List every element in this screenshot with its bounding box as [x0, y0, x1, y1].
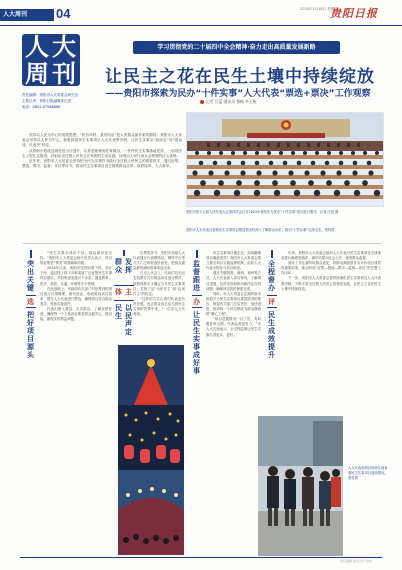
footer-rule — [20, 557, 382, 558]
article-column-4 — [281, 251, 381, 411]
column-paragraph: 通过专题视察、调研、询问等方式，人大代表深入项目现场，了解项目进展，及时发现和推动解决存在的问题，确保项目按时保质完成。 — [206, 271, 261, 291]
masthead-logo: 贵阳日报 — [330, 7, 378, 20]
label-bottom: 以民声定民生 — [114, 304, 133, 337]
section-divider — [22, 243, 382, 244]
column-paragraph: “这样的方式让我们代表更有责任感，也让群众真正参与到民生实事的决策中来。”一位市人大代表说。 — [133, 296, 185, 317]
byline-text: 记者 汪蓝 通讯员 黎畅 李玉彬 — [206, 99, 257, 104]
lead-paragraph: 近年来，贵阳市人大常委会坚持把为民办实事作为践行全过程人民民主的重要抓手，通过征集、票选、票决、监督、评议等环节，推动民生实事项目真正做到群众点单、政府接单、人大督单。 — [22, 159, 182, 169]
column-paragraph: 年终，贵阳市人大常委会组织人大代表对民生实事项目完成情况进行满意度测评，测评结果向社会公开，接受群众监督。 — [281, 251, 381, 261]
inspection-photo — [258, 416, 343, 556]
assembly-hall-photo — [186, 112, 384, 207]
column-paragraph: 代表们深入基层，走访群众，了解民情民意，确保每一个入选项目都是群众最关心、最直接、最现实的利益问题。 — [40, 307, 112, 322]
logo-char: 人 — [25, 32, 49, 61]
column-paragraph: “项目进展情况一目了然，有问题及时反馈，代表监督更有力。”市人大代表表示，全过程监督让民生实事办得更实、更好。 — [206, 317, 261, 337]
label-bar — [271, 250, 273, 258]
column-paragraph: 民生实事项目确定后，如何确保项目落地见效？贵阳市人大常委会建立健全项目实施监督机制，组织人大代表全程参与项目推进。 — [206, 251, 261, 271]
label-bar — [123, 250, 125, 256]
date-line: 2024年1月18日 星期四 — [300, 7, 338, 11]
column-logo — [22, 27, 82, 91]
column-paragraph: 测评工作注重听取群众意见，将群众满意度作为评价项目成效的重要标准，推动形成“征集—票选—票决—监督—评议”的完整工作闭环。 — [281, 261, 381, 276]
column-paragraph: 在此基础上，市政府有关部门对征集到的项目进行归纳梳理、研究论证，形成候选项目清单，提交人大代表进行票选，确保项目符合群众需求、具备实施条件。 — [40, 286, 112, 306]
label-bar — [196, 250, 198, 258]
lead-paragraph: 坚持以人民为中心的发展思想，“民有所呼，我有所应”是人民群众最朴素的期待。贵阳市人大常委会坚持以人民为中心，积极探索民生实事项目人大代表票决制，让民生实事从“政府定”向“群众选、代表决”转变。 — [22, 133, 182, 148]
lead-paragraph: 从背街小巷改造到老旧小区提升，从养老助餐到托育服务，一件件民生实事落地见效，一项项民生工程扎实推进，折射出全过程人民民主在贵阳的生动实践，体现出人民代表大会制度的巨大优势。 — [22, 148, 182, 158]
photo-caption: 贵阳市人大代表在视察民生实事项目推进情况时深入了解群众诉求，推动“十件实事”走深走实。资料图 — [186, 228, 335, 232]
label-bottom: 把好项目源头 — [26, 311, 35, 359]
label-top: 全程督办 — [267, 260, 276, 292]
photo-caption: 贵阳市第十五届人民代表大会第四次会议对2024年贵阳市为民办“十件实事”项目进行票决。记者 汪蓝 摄 — [186, 210, 339, 214]
label-bottom: 民生成效提升 — [267, 311, 276, 359]
label-top: 发挥群众 — [114, 257, 133, 274]
column-label-2 — [115, 250, 132, 340]
top-banner: 学习贯彻党的二十届四中全会精神·奋力走出高质量发展新路 — [133, 41, 340, 54]
label-bar — [30, 250, 32, 258]
column-label-3 — [188, 250, 205, 400]
article-column-2 — [133, 251, 185, 341]
label-top: 监督跟进 — [192, 260, 201, 292]
page-number: 04 — [56, 6, 71, 21]
column-paragraph: 2024年以来，贵阳市坚持问需于民、问计于民，通过线上线下多种渠道广泛征集民生实事项目建议，共收集意见建议千余条，涵盖教育、医疗、养老、交通、环境等多个领域。 — [40, 266, 112, 286]
photo-caption: 人大代表到项目现场实地查看民生实事项目建设情况。资料图 — [348, 466, 388, 480]
label-top: 突出关键 — [26, 260, 35, 292]
byline — [200, 99, 256, 105]
column-paragraph: 在市人代会上，代表们以无记名投票方式对候选项目进行票决，按照得票多少确定当年民生实事项目，实现了从“为民作主”到“由民作主”的转变。 — [133, 271, 185, 296]
festival-lights-photo — [118, 345, 184, 555]
credit-line: 责任编辑：贵阳市人大常委会研究室 — [22, 93, 78, 97]
footer-credit: 责任编辑 版式设计 校对 — [340, 559, 372, 563]
bullet-icon — [200, 100, 204, 104]
credit-line: 电话：0851-87988888 — [22, 105, 61, 109]
credit-line: 主要记者：贵阳日报融媒体记者 — [22, 99, 71, 103]
header-rule — [0, 25, 402, 26]
section-tag: 人大周刊 — [0, 9, 54, 21]
column-paragraph: “民生实事办得好不好，群众最有发言权。”贵阳市人大常委会相关负责人表示，项目的征集是“票决”的基础和前提。 — [40, 251, 112, 266]
column-label-4 — [263, 250, 280, 400]
column-paragraph: 在票选环节，贵阳市各级人大代表通过代表联络站、网络平台等方式广泛听取选民意见，把群众最急最忧最盼的事项选出来。 — [133, 251, 185, 271]
article-column-1 — [40, 251, 112, 551]
subheadline: ——贵阳市探索为民办“十件实事”人大代表“票选+票决”工作观察 — [105, 89, 371, 99]
article-column-3 — [206, 251, 261, 551]
lead-text — [22, 133, 182, 169]
logo-char: 周 — [25, 59, 49, 88]
label-bottom: 让民生实事成好事 — [192, 311, 201, 375]
label-mid: 评 — [267, 295, 277, 308]
logo-char: 大 — [52, 32, 76, 61]
label-mid: 主体 — [114, 285, 134, 301]
column-paragraph: 同时，市人大常委会定期听取市政府关于民生实事项目推进情况的报告，督促有关部门压实责任、加快进度，推动每一个项目都成为群众满意的“暖心工程”。 — [206, 291, 261, 317]
logo-char: 刊 — [52, 59, 76, 88]
label-mid: 选 — [26, 295, 36, 308]
label-mid: 办 — [192, 295, 202, 308]
headline: 让民主之花在民生土壤中持续绽放 — [105, 67, 375, 87]
column-paragraph: 下一步，贵阳市人大常委会将持续深化民生实事项目人大代表票决制，不断丰富全过程人民民主的贵阳实践，让民主之花在民生土壤中持续绽放。 — [281, 276, 381, 291]
column-label-1 — [22, 250, 39, 400]
